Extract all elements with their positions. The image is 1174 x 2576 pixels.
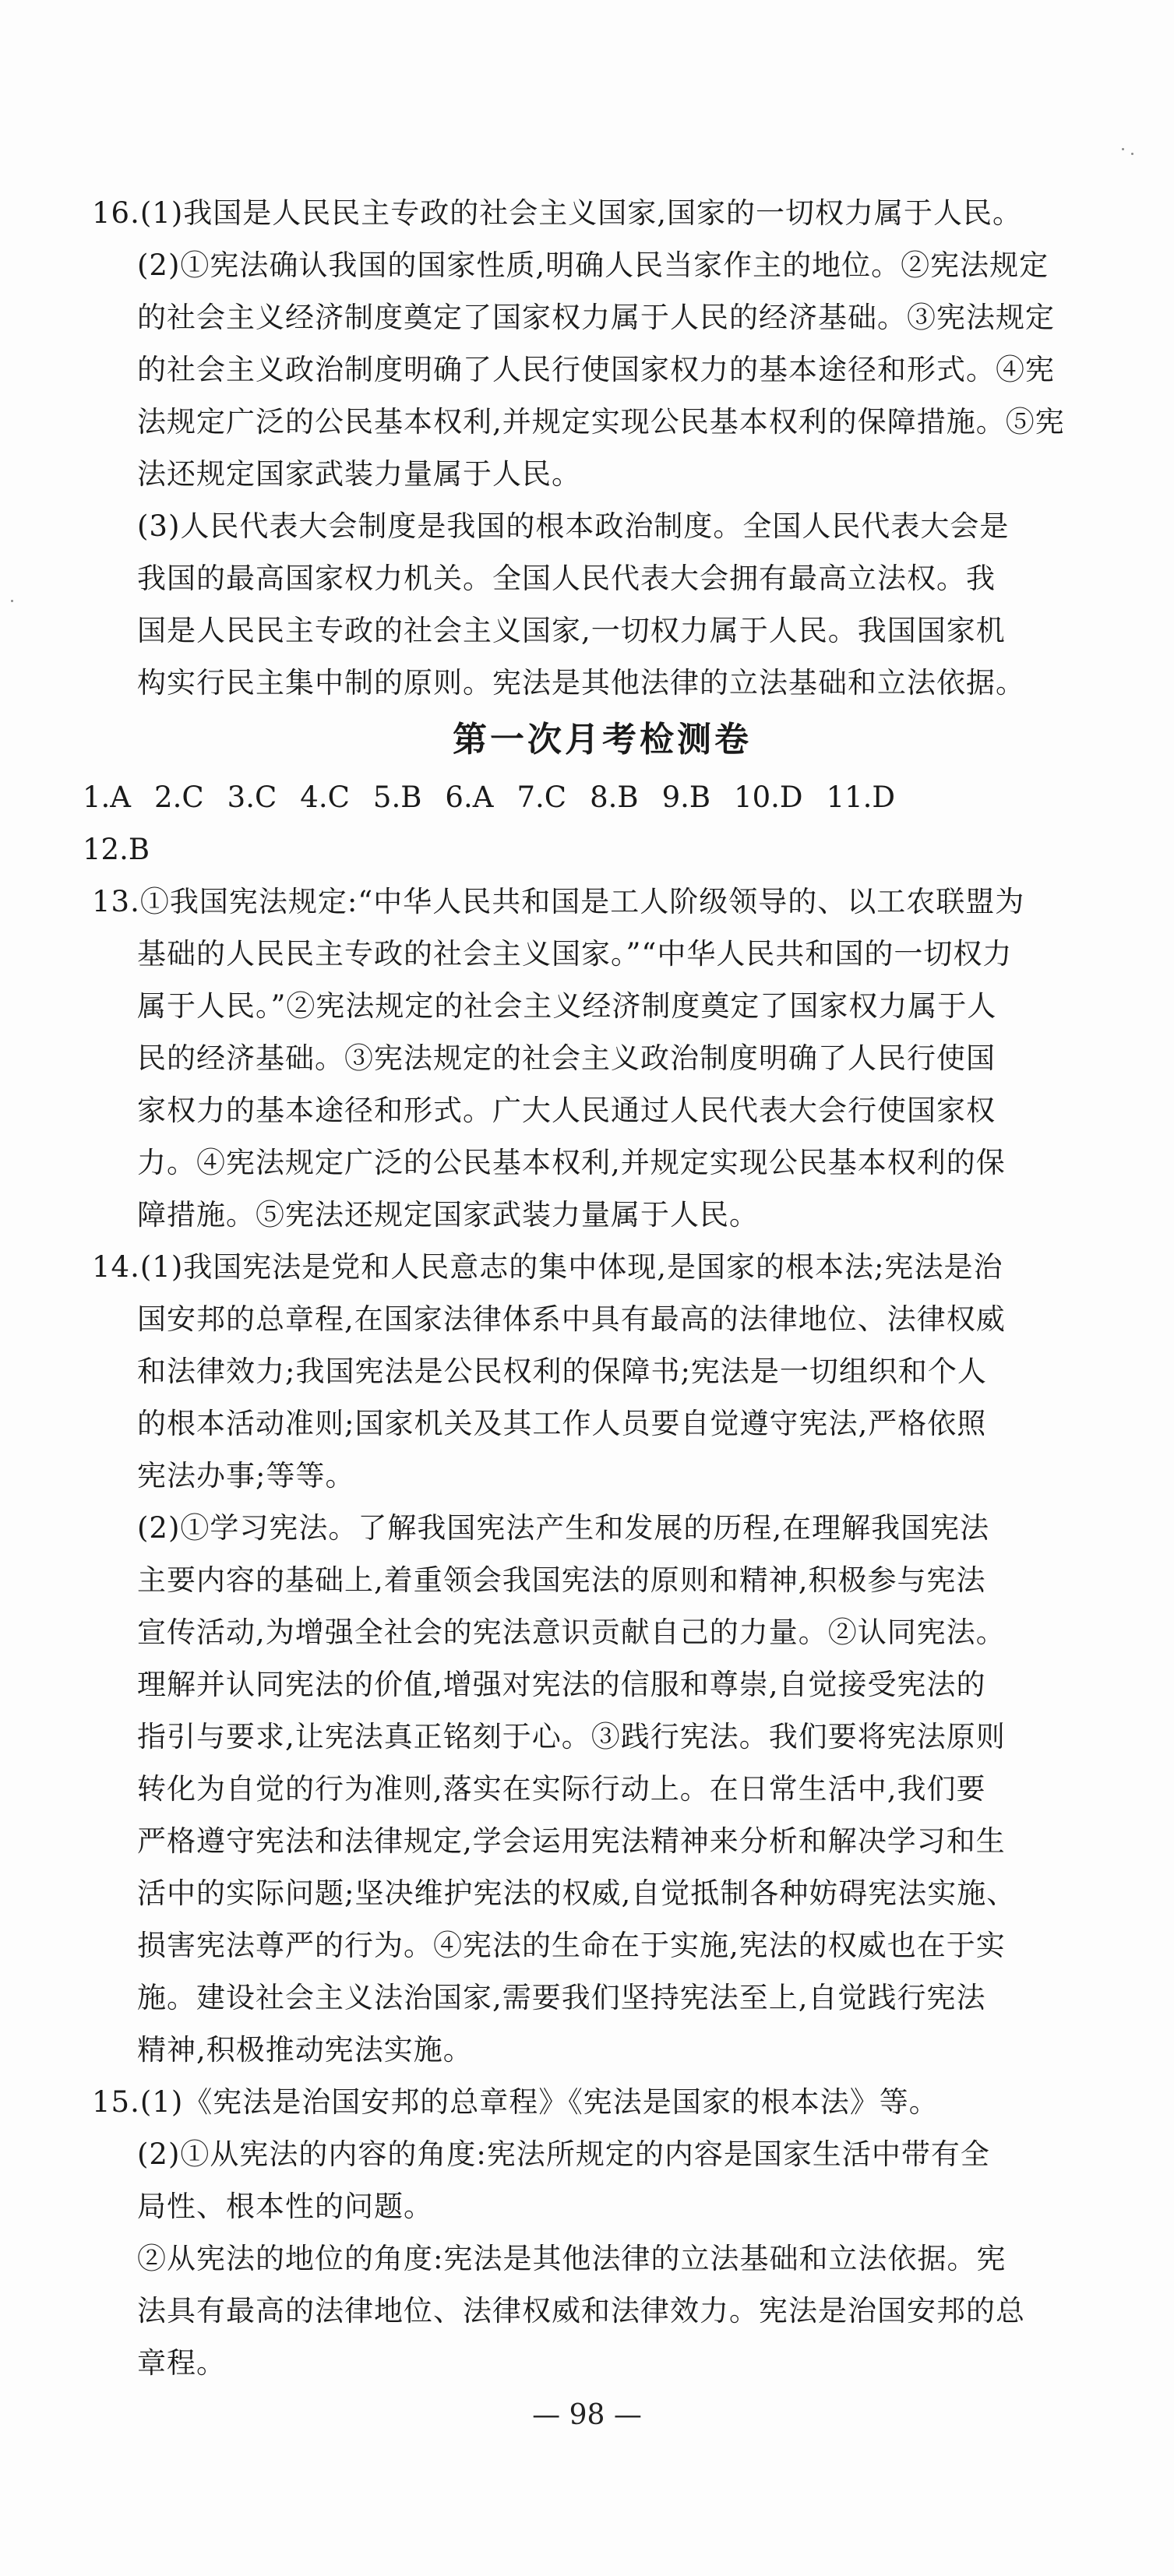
q13-line: 13.①我国宪法规定:“中华人民共和国是工人阶级领导的、以工农联盟为 (92, 885, 1025, 918)
q14-part2-line: 转化为自觉的行为准则,落实在实际行动上。在日常生活中,我们要 (137, 1772, 986, 1806)
q14-part2-line: 损害宪法尊严的行为。④宪法的生命在于实施,宪法的权威也在于实 (137, 1929, 1006, 1962)
q15-part1: 15.(1)《宪法是治国安邦的总章程》《宪法是国家的根本法》等。 (92, 2085, 939, 2119)
choice-answer: 10.D (734, 781, 803, 814)
q16-part2-line: 的社会主义经济制度奠定了国家权力属于人民的经济基础。③宪法规定 (137, 301, 1055, 334)
choice-answer: 9.B (661, 781, 711, 814)
scan-speck (11, 600, 13, 602)
q15-part2-line: 局性、根本性的问题。 (137, 2190, 433, 2223)
q16-part3-line: 国是人民民主专政的社会主义国家,一切权力属于人民。我国国家机 (137, 614, 1006, 647)
q14-part1-line: 14.(1)我国宪法是党和人民意志的集中体现,是国家的根本法;宪法是治 (92, 1250, 1003, 1284)
choice-answer: 2.C (154, 781, 204, 814)
q16-part2-line: 的社会主义政治制度明确了人民行使国家权力的基本途径和形式。④宪 (137, 353, 1055, 386)
question-13 (92, 876, 1120, 1241)
q14-part2-line: 活中的实际问题;坚决维护宪法的权威,自觉抵制各种妨碍宪法实施、 (137, 1876, 1017, 1910)
question-16 (92, 187, 1120, 709)
q15-part3-line: 章程。 (137, 2346, 226, 2380)
q13-line: 家权力的基本途径和形式。广大人民通过人民代表大会行使国家权 (137, 1094, 996, 1127)
answer-content (83, 187, 1120, 2389)
choice-answer: 4.C (300, 781, 350, 814)
choice-answer: 5.B (372, 781, 422, 814)
q14-part2-line: 理解并认同宪法的价值,增强对宪法的信服和尊崇,自觉接受宪法的 (137, 1668, 986, 1701)
q13-line: 民的经济基础。③宪法规定的社会主义政治制度明确了人民行使国 (137, 1041, 996, 1075)
q14-part2-line: 主要内容的基础上,着重领会我国宪法的原则和精神,积极参与宪法 (137, 1563, 986, 1597)
choice-answer-12: 12.B (83, 833, 150, 866)
q14-part1-line: 和法律效力;我国宪法是公民权利的保障书;宪法是一切组织和个人 (137, 1355, 987, 1388)
q14-part1-line: 的根本活动准则;国家机关及其工作人员要自觉遵守宪法,严格依照 (137, 1407, 987, 1440)
q16-part3-line: (3)人民代表大会制度是我国的根本政治制度。全国人民代表大会是 (137, 509, 1010, 543)
q14-part2-line: (2)①学习宪法。了解我国宪法产生和发展的历程,在理解我国宪法 (137, 1511, 990, 1545)
scan-speck (1122, 148, 1124, 150)
q15-part3-line: 法具有最高的法律地位、法律权威和法律效力。宪法是治国安邦的总 (137, 2294, 1025, 2328)
choice-answer: 7.C (516, 781, 567, 814)
question-15 (92, 2076, 1120, 2389)
q16-part2-line: 法还规定国家武装力量属于人民。 (137, 457, 581, 491)
q13-line: 属于人民。”②宪法规定的社会主义经济制度奠定了国家权力属于人 (137, 989, 997, 1023)
q15-part2-line: (2)①从宪法的内容的角度:宪法所规定的内容是国家生活中带有全 (137, 2137, 990, 2171)
q16-part2-line: 法规定广泛的公民基本权利,并规定实现公民基本权利的保障措施。⑤宪 (137, 405, 1065, 439)
page-number: — 98 — (532, 2399, 642, 2431)
q15-part3-line: ②从宪法的地位的角度:宪法是其他法律的立法基础和立法依据。宪 (137, 2242, 1007, 2275)
q13-line: 基础的人民民主专政的社会主义国家。”“中华人民共和国的一切权力 (137, 937, 1013, 971)
q14-part2-line: 精神,积极推动宪法实施。 (137, 2033, 473, 2067)
q16-part2-line: (2)①宪法确认我国的国家性质,明确人民当家作主的地位。②宪法规定 (137, 248, 1049, 282)
q14-part2-line: 指引与要求,让宪法真正铭刻于心。③践行宪法。我们要将宪法原则 (137, 1720, 1006, 1753)
question-14 (92, 1241, 1120, 2076)
choice-answers (83, 771, 1120, 823)
section-title: 第一次月考检测卷 (453, 720, 752, 759)
q14-part2-line: 施。建设社会主义法治国家,需要我们坚持宪法至上,自觉践行宪法 (137, 1981, 986, 2014)
q14-part2-line: 严格遵守宪法和法律规定,学会运用宪法精神来分析和解决学习和生 (137, 1824, 1006, 1858)
choice-answer: 6.A (445, 781, 494, 814)
choice-answer: 11.D (826, 781, 896, 814)
q14-part2-line: 宣传活动,为增强全社会的宪法意识贡献自己的力量。②认同宪法。 (137, 1616, 1006, 1649)
choice-answer: 8.B (590, 781, 639, 814)
q13-line: 力。④宪法规定广泛的公民基本权利,并规定实现公民基本权利的保 (137, 1146, 1006, 1179)
q14-part1-line: 宪法办事;等等。 (137, 1459, 355, 1492)
q14-part1-line: 国安邦的总章程,在国家法律体系中具有最高的法律地位、法律权威 (137, 1302, 1006, 1336)
q16-part3-line: 构实行民主集中制的原则。宪法是其他法律的立法基础和立法依据。 (137, 666, 1025, 700)
choice-answer: 3.C (227, 781, 277, 814)
choice-answer: 1.A (83, 781, 132, 814)
q16-part1: 16.(1)我国是人民民主专政的社会主义国家,国家的一切权力属于人民。 (92, 196, 1023, 230)
q16-part3-line: 我国的最高国家权力机关。全国人民代表大会拥有最高立法权。我 (137, 562, 996, 595)
scan-speck (1131, 153, 1133, 155)
q13-line: 障措施。⑤宪法还规定国家武装力量属于人民。 (137, 1198, 759, 1232)
